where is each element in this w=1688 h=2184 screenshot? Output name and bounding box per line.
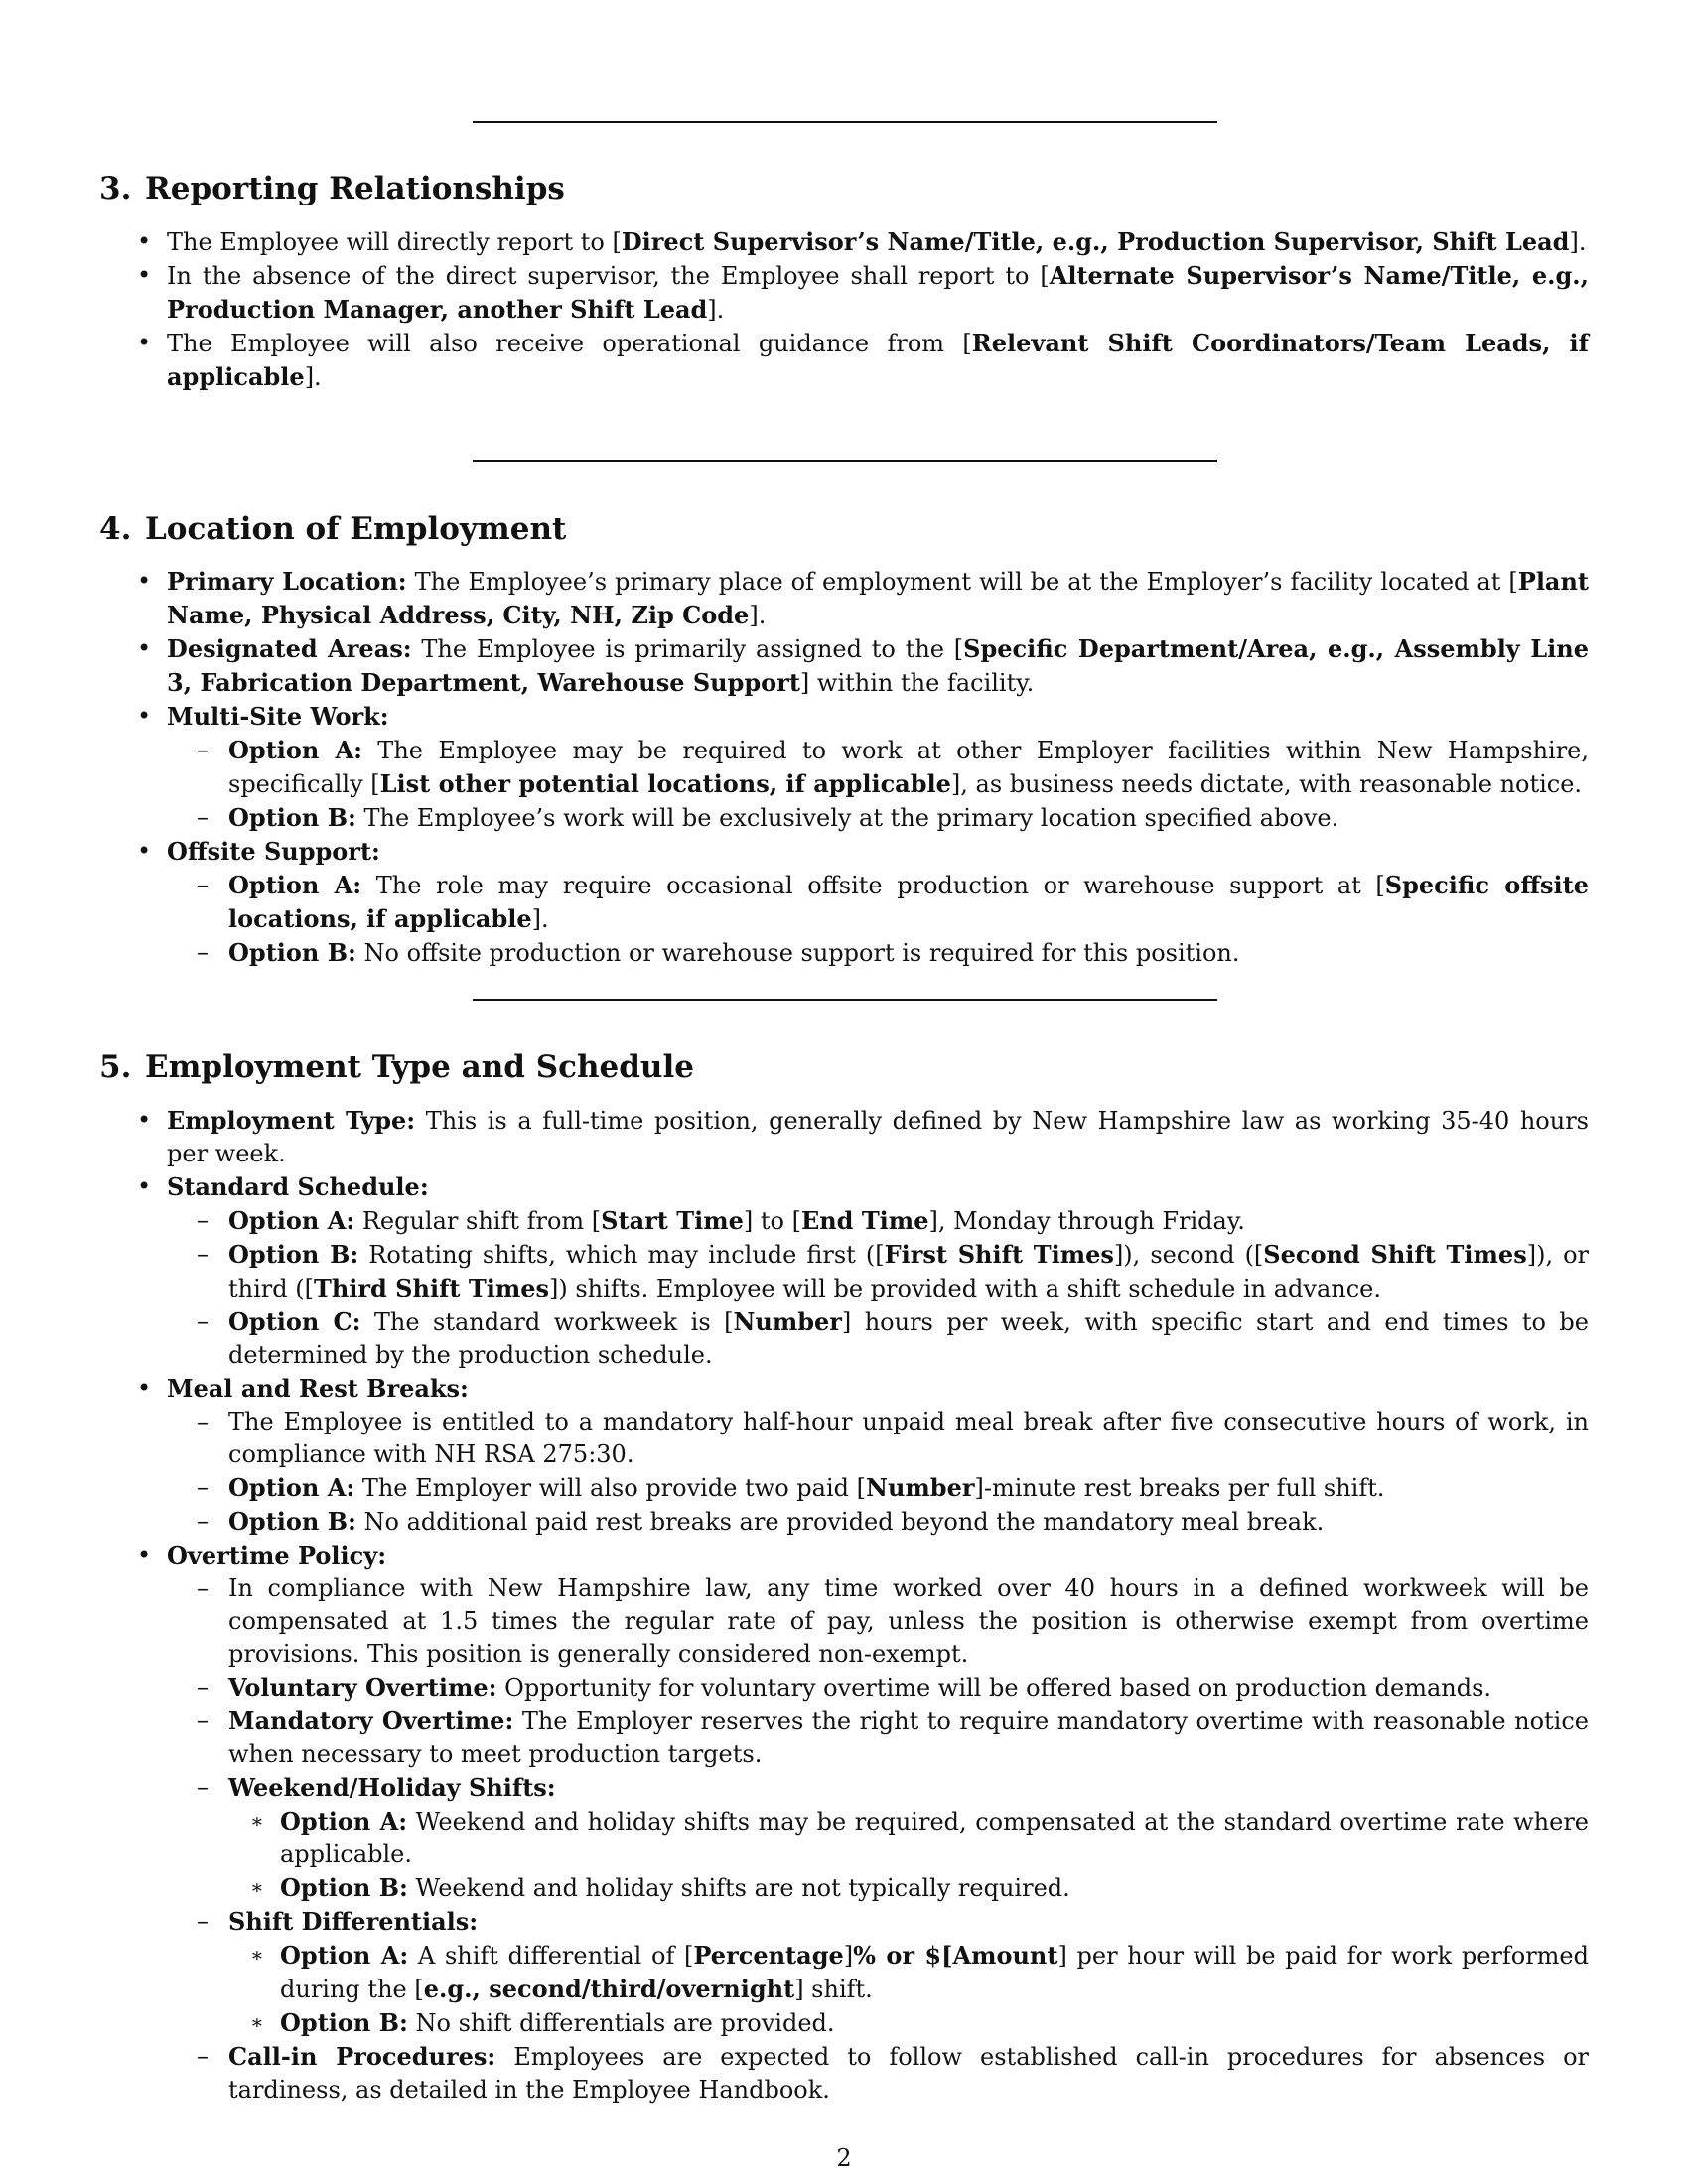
list-item: • Overtime Policy: — [137, 1541, 387, 1570]
list-item: • In the absence of the direct supervisor, the Employee shall report to [Alternate Supervisor’s Name/Title, e.g., Production Manager, another Shift Lead]. — [137, 261, 1589, 324]
list-item: ∗ Option B: Weekend and holiday shifts are not typically required. — [250, 1873, 1070, 1902]
list-item: • Employment Type: This is a full-time position, generally defined by New Hampshire law as working 35-40 hours per week. — [137, 1106, 1589, 1167]
list-item: – Voluntary Overtime: Opportunity for voluntary overtime will be offered based on production demands. — [197, 1673, 1492, 1702]
reporting-list — [99, 225, 1589, 394]
list-item: – Mandatory Overtime: The Employer reserves the right to require mandatory overtime with reasonable notice when necessary to meet production targets. — [197, 1706, 1589, 1768]
list-item: – Option A: The Employee may be required to work at other Employer facilities within New Hampshire, specifically [List other potential locations, if applicable], as business needs dictate, with reasonable notice. — [197, 736, 1590, 798]
list-item: • Offsite Support: — [137, 837, 380, 866]
list-item: – Option C: The standard workweek is [Number] hours per week, with specific start and end times to be determined by the production schedule. — [197, 1307, 1589, 1369]
list-item: – Option A: The role may require occasional offsite production or warehouse support at [Specific offsite locations, if applicable]. — [197, 871, 1590, 933]
list-item: • The Employee will directly report to [Direct Supervisor’s Name/Title, e.g., Production Supervisor, Shift Lead]. — [137, 227, 1587, 256]
page-number: 2 — [836, 2144, 852, 2172]
document-page — [99, 0, 1589, 2184]
list-item: – Option A: The Employer will also provide two paid [Number]-minute rest breaks per full shift. — [197, 1473, 1385, 1502]
section-heading-4: 4. Location of Employment — [99, 511, 567, 547]
list-item: ∗ Option B: No shift differentials are provided. — [250, 2008, 835, 2037]
list-item: – Call-in Procedures: Employees are expected to follow established call-in procedures for absences or tardiness, as detailed in the Employee Handbook. — [197, 2042, 1589, 2104]
list-item: • The Employee will also receive operational guidance from [Relevant Shift Coordinators/Team Leads, if applicable]. — [137, 329, 1589, 391]
list-item: – In compliance with New Hampshire law, any time worked over 40 hours in a defined workweek will be compensated at 1.5 times the regular rate of pay, unless the position is otherwise exempt from overtime provisions. This position is generally considered non-exempt. — [197, 1574, 1589, 1668]
list-item: ∗ Option A: A shift differential of [Percentage]% or $[Amount] per hour will be paid for work performed during the [e.g., second/third/overnight] shift. — [250, 1941, 1589, 2003]
section-divider — [473, 121, 1217, 123]
list-item: • Multi-Site Work: — [137, 702, 389, 731]
schedule-list — [99, 1104, 1589, 2107]
list-item: • Primary Location: The Employee’s primary place of employment will be at the Employer’s facility located at [Plant Name, Physical Address, City, NH, Zip Code]. — [137, 567, 1590, 629]
list-item: – Option B: The Employee’s work will be exclusively at the primary location specified above. — [197, 803, 1339, 832]
section-divider — [473, 460, 1217, 462]
section-heading-3: 3. Reporting Relationships — [99, 171, 565, 206]
section-heading-5: 5. Employment Type and Schedule — [99, 1049, 694, 1085]
list-item: ∗ Option A: Weekend and holiday shifts may be required, compensated at the standard overtime rate where applicable. — [250, 1807, 1590, 1868]
list-item: – Option B: No offsite production or warehouse support is required for this position. — [197, 938, 1240, 967]
list-item: – Option B: Rotating shifts, which may include first ([First Shift Times]), second ([Second Shift Times]), or third ([Third Shift Times]) shifts. Employee will be provided with a shift schedule in advance. — [197, 1240, 1590, 1302]
location-list — [99, 565, 1589, 970]
list-item: – Option B: No additional paid rest breaks are provided beyond the mandatory meal break. — [197, 1507, 1325, 1536]
list-item: • Standard Schedule: — [137, 1172, 429, 1201]
section-divider — [473, 999, 1217, 1001]
list-item: • Designated Areas: The Employee is primarily assigned to the [Specific Department/Area, e.g., Assembly Line 3, Fabrication Department, Warehouse Support] within the facility. — [137, 634, 1589, 697]
list-item: – Option A: Regular shift from [Start Time] to [End Time], Monday through Friday. — [197, 1206, 1245, 1235]
list-item: – Weekend/Holiday Shifts: — [197, 1773, 556, 1802]
list-item: • Meal and Rest Breaks: — [137, 1374, 469, 1403]
list-item: – Shift Differentials: — [197, 1907, 479, 1936]
list-item: – The Employee is entitled to a mandatory half-hour unpaid meal break after five consecutive hours of work, in compliance with NH RSA 275:30. — [197, 1408, 1589, 1468]
